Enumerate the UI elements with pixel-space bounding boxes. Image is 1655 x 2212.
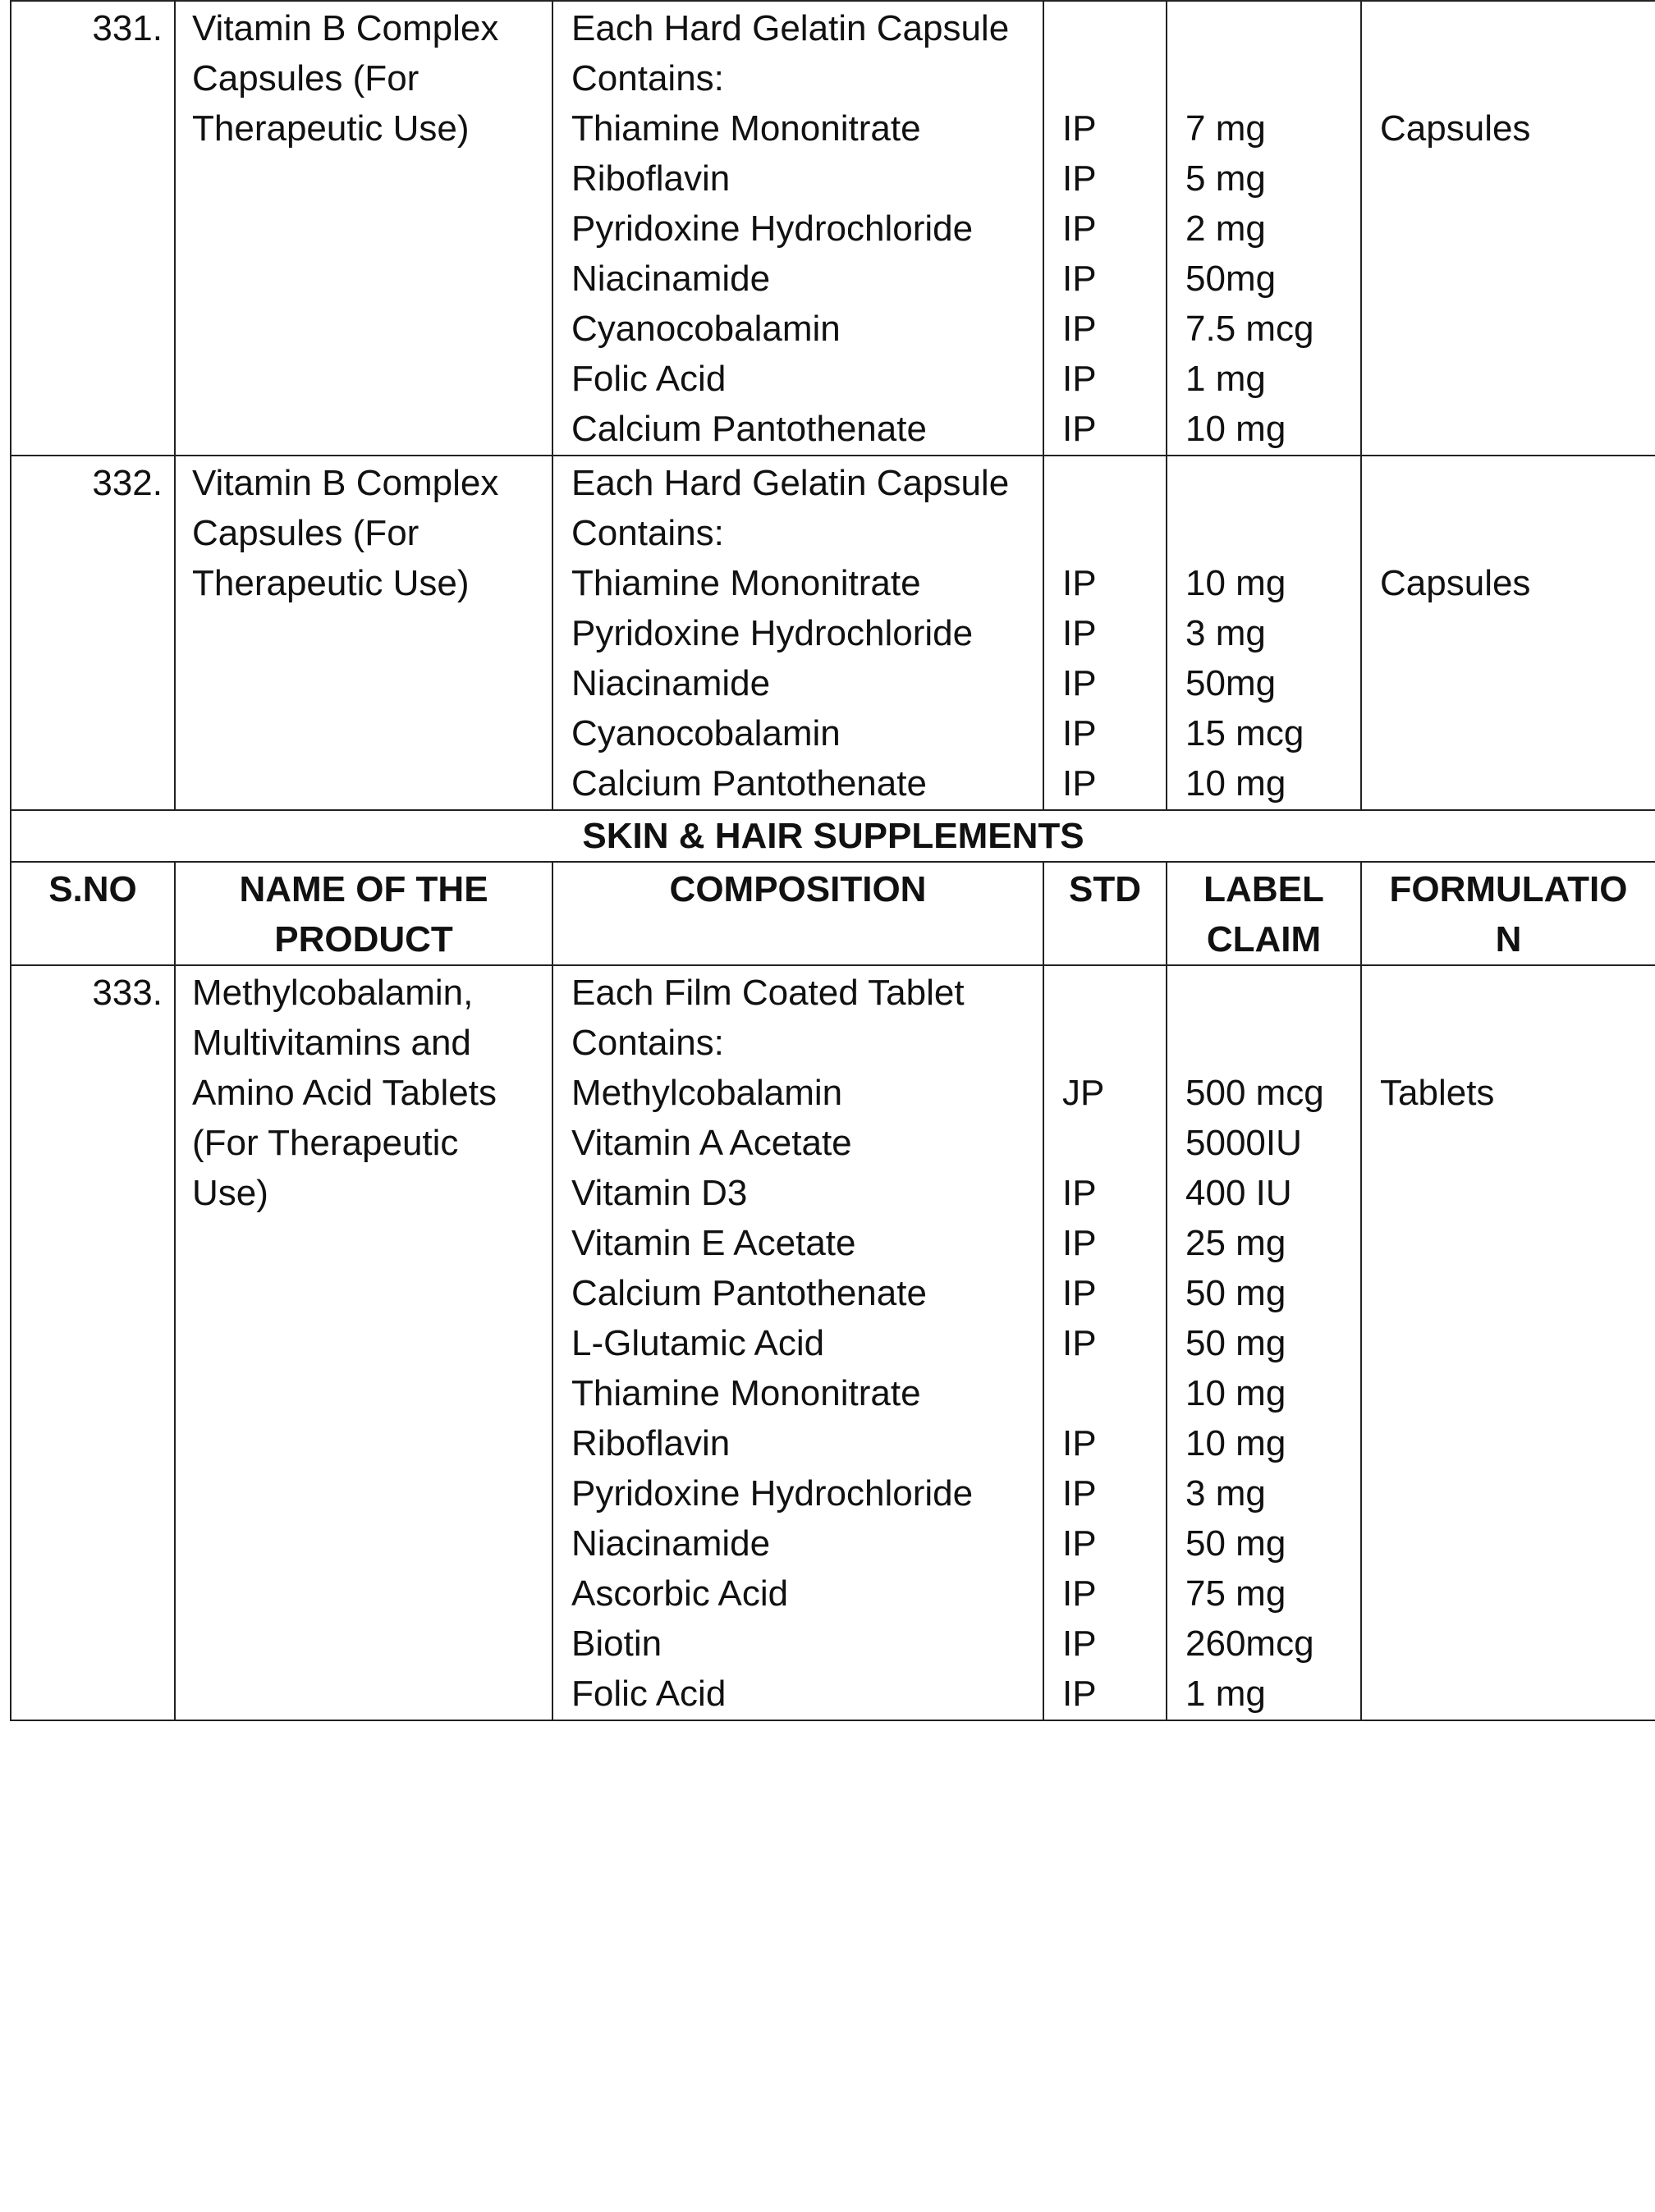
ingredient: Contains:: [571, 58, 724, 98]
std-value: JP: [1062, 1073, 1105, 1113]
rows-before-section: [11, 1, 1655, 810]
std-value: IP: [1062, 563, 1097, 603]
std-value: IP: [1062, 309, 1097, 349]
label-claim-value: 1 mg: [1185, 1674, 1266, 1714]
ingredient: Calcium Pantothenate: [571, 1273, 927, 1313]
formulation-value: [1380, 1218, 1655, 1268]
composition-cell: [552, 965, 1043, 1720]
product-name-line: Vitamin B Complex: [192, 463, 499, 503]
table-row: [11, 456, 1655, 810]
label-claim-value: 7.5 mcg: [1185, 309, 1314, 349]
ingredient: Niacinamide: [571, 663, 771, 703]
product-name-cell: [175, 456, 552, 810]
ingredient: Each Hard Gelatin Capsule: [571, 8, 1010, 48]
header-formulation: FORMULATIO N: [1361, 862, 1655, 965]
ingredient: Vitamin A Acetate: [571, 1123, 852, 1163]
section-title: SKIN & HAIR SUPPLEMENTS: [11, 810, 1655, 862]
label-claim-value: [1185, 53, 1360, 103]
formulation-value: [1380, 1368, 1655, 1418]
formulation-value: Tablets: [1380, 1073, 1495, 1113]
label-claim-value: 7 mg: [1185, 108, 1266, 149]
label-claim-value: 10 mg: [1185, 763, 1286, 804]
ingredient: Cyanocobalamin: [571, 713, 841, 753]
label-claim-value: 3 mg: [1185, 613, 1266, 653]
label-claim-value: 1 mg: [1185, 359, 1266, 399]
std-value: [1062, 1368, 1166, 1418]
std-value: [1062, 458, 1166, 508]
product-name-line: Therapeutic Use): [192, 563, 470, 603]
label-claim-value: [1185, 3, 1360, 53]
formulation-value: [1380, 1118, 1655, 1168]
formulation-value: Capsules: [1380, 563, 1531, 603]
label-claim-cell: [1167, 965, 1361, 1720]
ingredient: Cyanocobalamin: [571, 309, 841, 349]
std-value: IP: [1062, 713, 1097, 753]
formulation-value: [1380, 254, 1655, 304]
label-claim-value: 10 mg: [1185, 563, 1286, 603]
std-value: [1062, 1118, 1166, 1168]
label-claim-value: 10 mg: [1185, 409, 1286, 449]
ingredient: Folic Acid: [571, 359, 727, 399]
std-value: IP: [1062, 663, 1097, 703]
ingredient: Pyridoxine Hydrochloride: [571, 1473, 974, 1514]
ingredient: Thiamine Mononitrate: [571, 563, 921, 603]
ingredient: Vitamin E Acetate: [571, 1223, 856, 1263]
product-name-line: Amino Acid Tablets: [192, 1073, 497, 1113]
label-claim-value: 3 mg: [1185, 1473, 1266, 1514]
std-value: [1062, 3, 1166, 53]
ingredient: Each Hard Gelatin Capsule: [571, 463, 1010, 503]
formulation-value: [1380, 1318, 1655, 1368]
rows-after-section: [11, 965, 1655, 1720]
composition-cell: [552, 456, 1043, 810]
label-claim-value: 25 mg: [1185, 1223, 1286, 1263]
formulation-value: [1380, 458, 1655, 508]
std-value: IP: [1062, 1223, 1097, 1263]
ingredient: Contains:: [571, 1023, 724, 1063]
table-row: [11, 1, 1655, 456]
formulation-value: [1380, 354, 1655, 404]
column-header-row: [11, 862, 1655, 965]
ingredient: Each Film Coated Tablet: [571, 973, 965, 1013]
ingredient: Pyridoxine Hydrochloride: [571, 613, 974, 653]
label-claim-value: [1185, 458, 1360, 508]
formulation-value: [1380, 404, 1655, 454]
formulation-value: [1380, 1468, 1655, 1518]
label-claim-value: 50 mg: [1185, 1523, 1286, 1564]
serial-number: 332.: [92, 463, 163, 503]
composition-cell: [552, 1, 1043, 456]
serial-number-cell: [11, 965, 175, 1720]
ingredient: Thiamine Mononitrate: [571, 108, 921, 149]
label-claim-value: 50mg: [1185, 663, 1277, 703]
ingredient: Calcium Pantothenate: [571, 409, 927, 449]
label-claim-value: 10 mg: [1185, 1423, 1286, 1463]
formulation-value: [1380, 1268, 1655, 1318]
ingredient: Calcium Pantothenate: [571, 763, 927, 804]
std-value: IP: [1062, 1674, 1097, 1714]
label-claim-value: [1185, 1018, 1360, 1068]
std-value: IP: [1062, 1473, 1097, 1514]
label-claim-value: 5 mg: [1185, 158, 1266, 199]
std-value: IP: [1062, 763, 1097, 804]
std-value: IP: [1062, 158, 1097, 199]
ingredient: Ascorbic Acid: [571, 1573, 789, 1614]
product-name-line: Multivitamins and: [192, 1023, 471, 1063]
formulation-value: [1380, 153, 1655, 204]
label-claim-value: 50 mg: [1185, 1273, 1286, 1313]
formulation-value: [1380, 1619, 1655, 1669]
std-value: IP: [1062, 1573, 1097, 1614]
ingredient: Methylcobalamin: [571, 1073, 843, 1113]
formulation-cell: [1361, 456, 1655, 810]
formulation-value: [1380, 1168, 1655, 1218]
label-claim-value: [1185, 508, 1360, 558]
formulation-value: Capsules: [1380, 108, 1531, 149]
ingredient: Contains:: [571, 513, 724, 553]
label-claim-value: [1185, 968, 1360, 1018]
ingredient: Niacinamide: [571, 259, 771, 299]
formulation-value: [1380, 304, 1655, 354]
product-name-line: Use): [192, 1173, 268, 1213]
formulation-value: [1380, 3, 1655, 53]
label-claim-cell: [1167, 1, 1361, 456]
formulation-value: [1380, 1569, 1655, 1619]
formulation-value: [1380, 758, 1655, 808]
label-claim-value: 15 mcg: [1185, 713, 1304, 753]
product-name-line: Capsules (For: [192, 58, 419, 98]
header-std: STD: [1043, 862, 1167, 965]
label-claim-value: 500 mcg: [1185, 1073, 1324, 1113]
std-value: IP: [1062, 1624, 1097, 1664]
product-name-line: Vitamin B Complex: [192, 8, 499, 48]
formulation-value: [1380, 1418, 1655, 1468]
header-name: NAME OF THE PRODUCT: [175, 862, 552, 965]
serial-number: 331.: [92, 8, 163, 48]
product-name-line: Therapeutic Use): [192, 108, 470, 149]
product-name-line: (For Therapeutic: [192, 1123, 459, 1163]
std-value: IP: [1062, 108, 1097, 149]
std-value: IP: [1062, 359, 1097, 399]
formulation-value: [1380, 968, 1655, 1018]
ingredient: Biotin: [571, 1624, 662, 1664]
std-value: [1062, 1018, 1166, 1068]
std-value: IP: [1062, 409, 1097, 449]
ingredient: Pyridoxine Hydrochloride: [571, 208, 974, 249]
header-sno: S.NO: [11, 862, 175, 965]
label-claim-value: 260mcg: [1185, 1624, 1314, 1664]
serial-number: 333.: [92, 973, 163, 1013]
ingredient: Thiamine Mononitrate: [571, 1373, 921, 1413]
label-claim-value: 50 mg: [1185, 1323, 1286, 1363]
label-claim-value: 5000IU: [1185, 1123, 1302, 1163]
std-cell: [1043, 965, 1167, 1720]
std-value: IP: [1062, 613, 1097, 653]
std-cell: [1043, 1, 1167, 456]
header-label-claim: LABEL CLAIM: [1167, 862, 1361, 965]
ingredient: Vitamin D3: [571, 1173, 748, 1213]
std-value: [1062, 508, 1166, 558]
formulation-value: [1380, 708, 1655, 758]
formulation-cell: [1361, 1, 1655, 456]
product-table: [10, 0, 1655, 1721]
std-value: IP: [1062, 259, 1097, 299]
product-name-line: Capsules (For: [192, 513, 419, 553]
formulation-value: [1380, 1518, 1655, 1569]
product-name-cell: [175, 1, 552, 456]
formulation-value: [1380, 204, 1655, 254]
std-value: IP: [1062, 1523, 1097, 1564]
label-claim-value: 10 mg: [1185, 1373, 1286, 1413]
std-value: [1062, 968, 1166, 1018]
std-value: IP: [1062, 1173, 1097, 1213]
formulation-cell: [1361, 965, 1655, 1720]
formulation-value: [1380, 508, 1655, 558]
formulation-value: [1380, 53, 1655, 103]
section-title-row: [11, 810, 1655, 862]
table-row: [11, 965, 1655, 1720]
label-claim-value: 75 mg: [1185, 1573, 1286, 1614]
formulation-value: [1380, 608, 1655, 658]
label-claim-value: 2 mg: [1185, 208, 1266, 249]
label-claim-value: 50mg: [1185, 259, 1277, 299]
label-claim-cell: [1167, 456, 1361, 810]
header-composition: COMPOSITION: [552, 862, 1043, 965]
serial-number-cell: [11, 456, 175, 810]
std-value: IP: [1062, 208, 1097, 249]
formulation-value: [1380, 1669, 1655, 1719]
serial-number-cell: [11, 1, 175, 456]
formulation-value: [1380, 1018, 1655, 1068]
label-claim-value: 400 IU: [1185, 1173, 1292, 1213]
ingredient: Folic Acid: [571, 1674, 727, 1714]
std-value: [1062, 53, 1166, 103]
ingredient: Niacinamide: [571, 1523, 771, 1564]
ingredient: Riboflavin: [571, 1423, 731, 1463]
section-header: [11, 810, 1655, 965]
product-name-line: Methylcobalamin,: [192, 973, 474, 1013]
std-cell: [1043, 456, 1167, 810]
ingredient: Riboflavin: [571, 158, 731, 199]
formulation-value: [1380, 658, 1655, 708]
std-value: IP: [1062, 1273, 1097, 1313]
std-value: IP: [1062, 1423, 1097, 1463]
std-value: IP: [1062, 1323, 1097, 1363]
product-name-cell: [175, 965, 552, 1720]
ingredient: L-Glutamic Acid: [571, 1323, 825, 1363]
